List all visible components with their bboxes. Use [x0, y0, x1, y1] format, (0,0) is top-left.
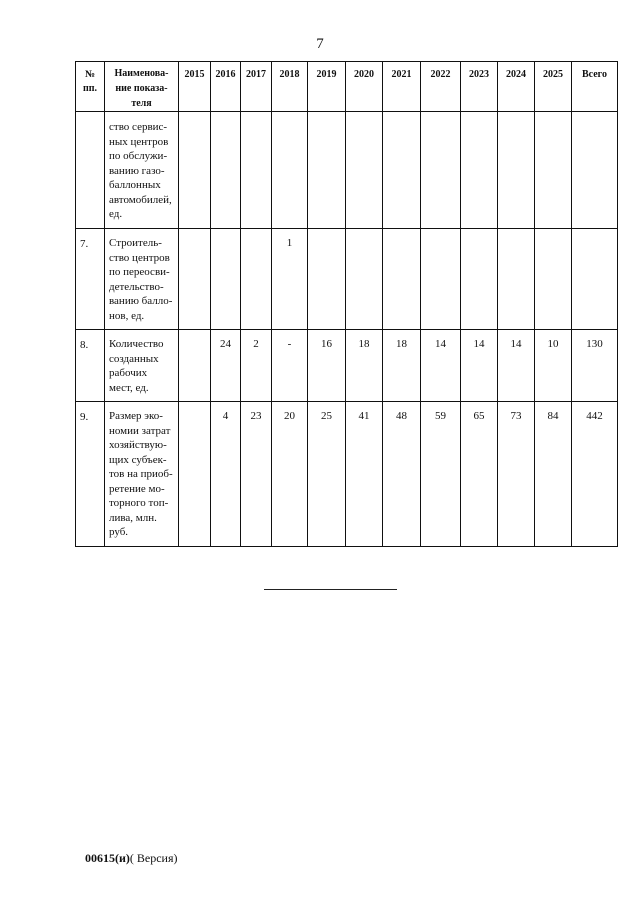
value-cell [572, 112, 618, 229]
indicator-name-line: баллонных [109, 179, 161, 191]
header-number-line: пп. [82, 83, 98, 94]
value-cell [461, 229, 498, 330]
value-cell [572, 229, 618, 330]
header-year: 2023 [461, 62, 498, 112]
header-indicator-name-line: ние показа- [115, 83, 168, 94]
table-body [76, 112, 618, 547]
header-year: 2025 [535, 62, 572, 112]
value-cell [535, 112, 572, 229]
value-cell [346, 229, 383, 330]
page-number: 7 [316, 36, 324, 52]
value-cell: 59 [421, 402, 461, 547]
indicator-name-line: созданных [109, 352, 159, 365]
value-cell [211, 229, 241, 330]
row-number: 7. [76, 229, 105, 330]
value-cell [421, 112, 461, 229]
value-cell [179, 402, 211, 547]
row-indicator-name [105, 229, 179, 330]
header-number-line: № [84, 69, 96, 80]
indicators-table [75, 61, 618, 547]
row-number: 8. [76, 330, 105, 402]
indicator-name-line: ных центров [109, 135, 169, 148]
value-cell [383, 112, 421, 229]
indicator-name-line: номии затрат [109, 424, 171, 437]
indicator-name-line: ство сервис- [109, 121, 168, 133]
indicator-name-line: тов на приоб- [109, 468, 173, 480]
indicator-name-line: по обслужи- [109, 150, 168, 162]
header-year: 2022 [421, 62, 461, 112]
indicator-name-line: мест, ед. [109, 381, 149, 394]
indicator-name-line: ед. [109, 208, 123, 220]
document-code-version: ( Версия) [129, 851, 178, 865]
value-cell: 20 [272, 402, 308, 547]
value-cell: 442 [572, 402, 618, 547]
value-cell: 18 [346, 330, 383, 402]
value-cell [241, 229, 272, 330]
indicator-name-line: ство центров [109, 251, 170, 264]
value-cell: 2 [241, 330, 272, 402]
value-cell [498, 229, 535, 330]
header-year: 2019 [308, 62, 346, 112]
indicator-name-line: лива, млн. [109, 511, 157, 524]
indicator-name-line: по переосви- [109, 266, 170, 278]
value-cell: 23 [241, 402, 272, 547]
row-indicator-name [105, 330, 179, 402]
indicator-name-line: нов, ед. [109, 309, 145, 322]
header-year: 2016 [211, 62, 241, 112]
header-year: 2021 [383, 62, 421, 112]
row-indicator-name [105, 402, 179, 547]
table-row [76, 330, 618, 402]
header-year: 2024 [498, 62, 535, 112]
indicator-name-line: щих субъек- [109, 453, 167, 466]
header-indicator-name [105, 62, 179, 112]
indicator-name-line: рабочих [109, 367, 148, 379]
value-cell [308, 229, 346, 330]
header-year: 2017 [241, 62, 272, 112]
value-cell: 25 [308, 402, 346, 547]
indicator-name-line: Размер эко- [109, 410, 163, 422]
header-indicator-name-line: теля [131, 98, 152, 109]
header-year: 2020 [346, 62, 383, 112]
value-cell [241, 112, 272, 229]
header-year: 2018 [272, 62, 308, 112]
value-cell: - [272, 330, 308, 402]
value-cell [179, 112, 211, 229]
value-cell: 1 [272, 229, 308, 330]
value-cell: 18 [383, 330, 421, 402]
table-row [76, 402, 618, 547]
header-year: Всего [572, 62, 618, 112]
indicator-name-line: автомобилей, [109, 193, 172, 206]
table-row [76, 229, 618, 330]
value-cell: 84 [535, 402, 572, 547]
value-cell: 41 [346, 402, 383, 547]
value-cell: 65 [461, 402, 498, 547]
row-number [76, 112, 105, 229]
indicator-name-line: Строитель- [109, 237, 162, 249]
indicator-name-line: ванию балло- [109, 295, 173, 307]
value-cell: 16 [308, 330, 346, 402]
value-cell: 24 [211, 330, 241, 402]
row-indicator-name [105, 112, 179, 229]
value-cell [272, 112, 308, 229]
header-number [76, 62, 105, 112]
indicator-name-line: хозяйствую- [109, 439, 167, 451]
value-cell [535, 229, 572, 330]
value-cell: 10 [535, 330, 572, 402]
value-cell [498, 112, 535, 229]
indicator-name-line: ретение мо- [109, 482, 165, 495]
document-code-id: 00615(и) [85, 851, 130, 865]
indicator-name-line: руб. [109, 526, 129, 538]
indicator-name-line: торного топ- [109, 497, 169, 509]
value-cell [461, 112, 498, 229]
value-cell [383, 229, 421, 330]
value-cell: 130 [572, 330, 618, 402]
value-cell: 14 [498, 330, 535, 402]
value-cell: 48 [383, 402, 421, 547]
table-header-row [76, 62, 618, 112]
value-cell [179, 229, 211, 330]
document-code [85, 851, 178, 866]
indicator-name-line: Количество [109, 338, 164, 350]
indicator-name-line: детельство- [109, 280, 164, 293]
table-row [76, 112, 618, 229]
value-cell [421, 229, 461, 330]
value-cell: 73 [498, 402, 535, 547]
value-cell: 14 [461, 330, 498, 402]
header-year: 2015 [179, 62, 211, 112]
header-indicator-name-line: Наименова- [114, 68, 169, 79]
row-number: 9. [76, 402, 105, 547]
value-cell [308, 112, 346, 229]
value-cell: 14 [421, 330, 461, 402]
separator-line [264, 589, 397, 590]
indicator-name-line: ванию газо- [109, 164, 165, 177]
value-cell [211, 112, 241, 229]
value-cell [179, 330, 211, 402]
value-cell: 4 [211, 402, 241, 547]
value-cell [346, 112, 383, 229]
